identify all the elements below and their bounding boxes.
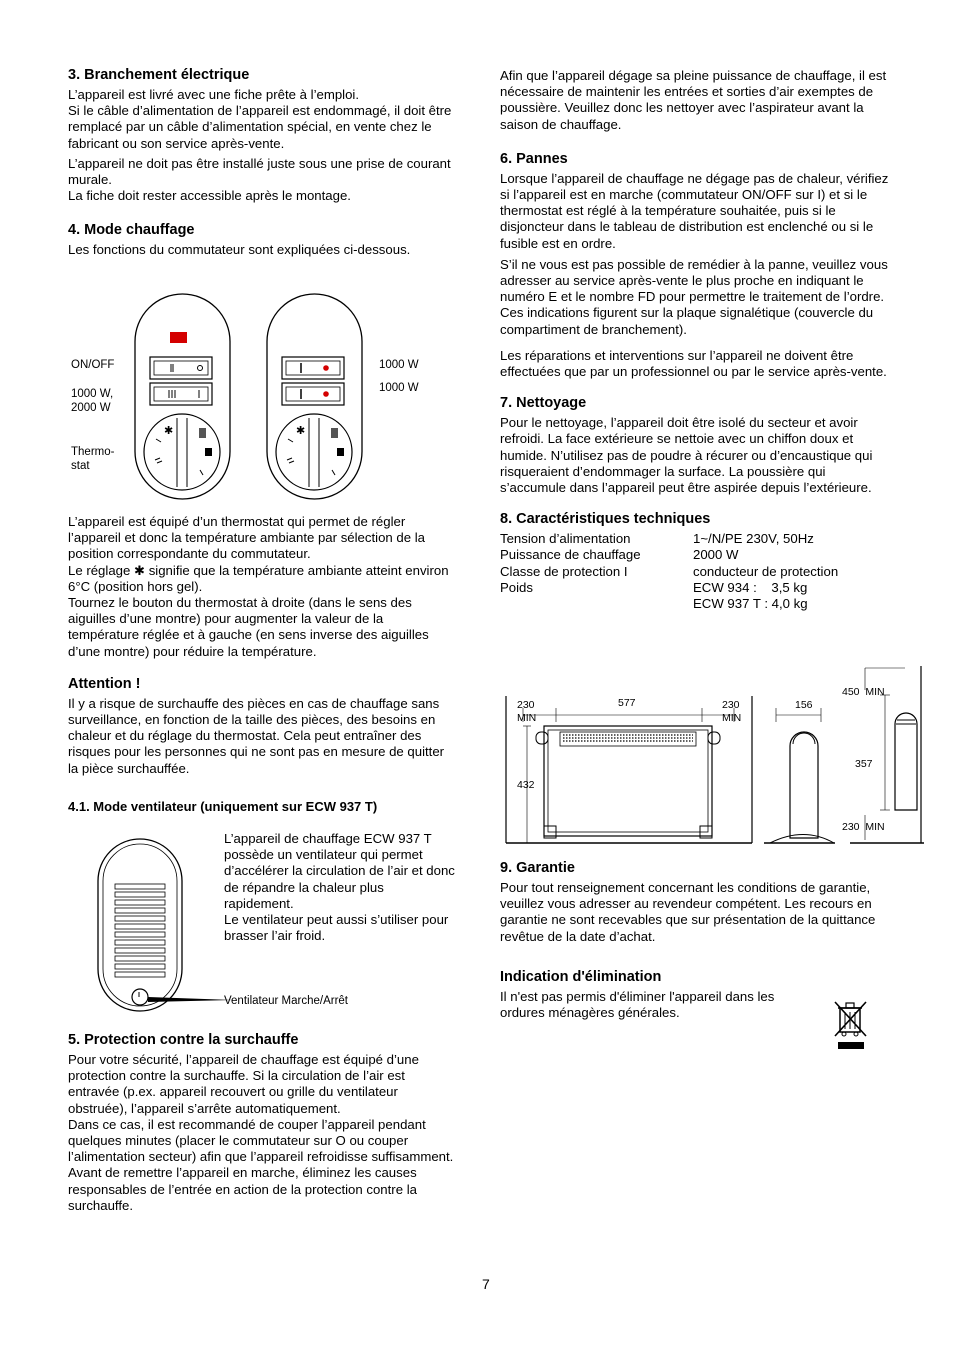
svg-text:✱: ✱ <box>164 425 174 437</box>
spec-table <box>500 531 890 612</box>
label-power-1: 1000 W, <box>71 388 114 400</box>
dim-230-min: 230 MIN <box>842 821 885 833</box>
section-4-title: 4. Mode chauffage <box>68 222 195 239</box>
section-8-title: 8. Caractéristiques techniques <box>500 511 711 528</box>
dim-156: 156 <box>795 699 813 711</box>
section-3-p4: La fiche doit rester accessible après le montage. <box>68 188 351 204</box>
fan-switch-icon <box>132 989 148 1005</box>
attention-title: Attention ! <box>68 675 141 692</box>
label-thermo-1: Thermo- <box>71 446 115 458</box>
elimination-title: Indication d'élimination <box>500 968 662 985</box>
section-41-p1: L’appareil de chauffage ECW 937 T possède un ventilateur qui permet d’accélérer la circulation de l’air et donc de répandre la chaleur plus rapidement. <box>224 831 455 911</box>
attention-text: Il y a risque de surchauffe des pièces en cas de chauffage sans surveillance, en fonction de la taille des pièces, des besoins en chaleur et du réglage du thermostat. Cela peut entraîner des risques pour les personnes qui ne sont pas en mesure de quitter la pièce surchauffée. <box>68 695 445 776</box>
left-column <box>68 67 456 259</box>
section-4-p1: L’appareil est équipé d’un thermostat qui permet de régler l’appareil et donc la température ambiante par sélection de la position correspondante du commutateur. <box>68 514 426 562</box>
fan-label: Ventilateur Marche/Arrêt <box>224 995 349 1007</box>
section-5-p1: Pour votre sécurité, l’appareil de chauffage est équipé d’une protection contre la surchauffe. Si la circulation de l’air est entravée (p.ex. appareil recouvert ou grille du ventilateur obstruée), l’appareil s’arrête automatiquement. <box>68 1052 419 1116</box>
section-5-p2: Dans ce cas, il est recommandé de couper l’appareil pendant quelques minutes (placer le commutateur sur O ou couper l’alimentation secteur) afin que l’appareil refroidisse suffisamment. Avant de remettre l’appareil en marche, éliminez les causes responsables de l’entrée en action de la protection contre la surchauffe. <box>68 1116 454 1213</box>
page-number: 7 <box>482 1276 490 1292</box>
dim-min-right: MIN <box>722 712 742 724</box>
section-7-title: 7. Nettoyage <box>500 395 587 412</box>
spec-row: Tension d’alimentation 1~/N/PE 230V, 50Hz <box>500 531 814 547</box>
label-thermo-2: stat <box>71 460 90 472</box>
section-4-intro: Les fonctions du commutateur sont expliquées ci-dessous. <box>68 242 411 258</box>
dim-min-left: MIN <box>517 712 537 724</box>
dim-577: 577 <box>618 697 636 709</box>
dim-357: 357 <box>855 758 873 770</box>
section-7-text: Pour le nettoyage, l’appareil doit être isolé du secteur et avoir refroidi. La face extérieure se nettoie avec un chiffon doux et humide. N’utilisez pas de poudre à récurer ou d’encaustique qui risqueraient d’endommager la surface. La poussière qui s’accumule dans l’appareil peut être aspirée depuis l’extérieure. <box>500 415 873 496</box>
svg-text:✱: ✱ <box>296 425 306 437</box>
section-3-p3: L’appareil ne doit pas être installé juste sous une prise de courant murale. <box>68 155 451 188</box>
left-column-2 <box>68 514 456 818</box>
label-right-2: 1000 W <box>379 382 419 394</box>
dim-432: 432 <box>517 779 535 791</box>
label-right-1: 1000 W <box>379 359 419 371</box>
section-41-p2: Le ventilateur peut aussi s’utiliser pour brasser l’air froid. <box>224 912 449 944</box>
section-41-text <box>224 831 456 944</box>
section-3-p2: Si le câble d’alimentation de l’appareil est endommagé, il doit être remplacé par un câble d’alimentation spécial, en vente chez le fabricant ou son service après-vente. <box>68 103 452 151</box>
section-9-text: Pour tout renseignement concernant les conditions de garantie, veuillez vous adresser au revendeur compétent. Les recours en garantie ne sont recevables que sur présentation de la quittance revêtue de la date d’achat. <box>500 880 876 944</box>
section-5 <box>68 1032 456 1214</box>
section-3-p1: L’appareil est livré avec une fiche prête à l’emploi. <box>68 87 360 102</box>
crossed-out-bin-icon <box>830 998 870 1052</box>
label-onoff: ON/OFF <box>71 359 115 371</box>
spec-row: Puissance de chauffage 2000 W <box>500 547 739 563</box>
section-6-title: 6. Pannes <box>500 150 568 167</box>
elimination-text: Il n'est pas permis d'éliminer l'appareil dans les ordures ménagères générales. <box>500 988 775 1021</box>
indicator-light <box>170 332 187 343</box>
section-4-p3: Tournez le bouton du thermostat à droite (dans le sens des aiguilles d’une montre) pour augmenter la valeur de la température réglée et à gauche (en sens inverse des aiguilles d’une montre) pour réduire la température. <box>68 595 429 659</box>
section-4-p2: Le réglage ✱ signifie que la température ambiante atteint environ 6°C (position hors gel). <box>68 562 449 594</box>
section-5-title: 5. Protection contre la surchauffe <box>68 1032 299 1048</box>
dim-230-right: 230 <box>722 699 740 711</box>
section-6-p3: Les réparations et interventions sur l’appareil ne doivent être effectuées que par un professionnel ou par le service après-vente. <box>500 347 887 380</box>
right-column <box>500 68 890 612</box>
spec-row: Classe de protection I conducteur de protection <box>500 563 839 579</box>
section-6-p1: Lorsque l’appareil de chauffage ne dégage pas de chaleur, vérifiez si l’appareil est en marche (commutateur ON/OFF sur I) et si le thermostat est réglé à la température souhaitée, puis si le disjoncteur dans le tableau de distribution est enclenché ou si le fusible est en ordre. <box>500 170 889 251</box>
spec-row: Poids ECW 934 : 3,5 kg <box>500 579 808 595</box>
control-panel-diagram <box>60 290 440 505</box>
section-9-title: 9. Garantie <box>500 860 575 876</box>
right-intro: Afin que l’appareil dégage sa pleine puissance de chauffage, il est nécessaire de maintenir les entrées et sorties d’air exemptes de poussière. Veuillez donc les nettoyer avec l’aspirateur avant la saison de chauffage. <box>500 68 887 132</box>
fan-heater-diagram <box>95 836 235 1016</box>
dim-450-min: 450 MIN <box>842 686 885 698</box>
section-41-title: 4.1. Mode ventilateur (uniquement sur ECW 937 T) <box>68 798 378 814</box>
spec-row: ECW 937 T : 4,0 kg <box>693 596 808 612</box>
section-3-title: 3. Branchement électrique <box>68 67 250 83</box>
dim-230-left: 230 <box>517 699 535 711</box>
section-6-p2: S’il ne vous est pas possible de remédier à la panne, veuillez vous adresser au service après-vente le plus proche en indiquant le numéro E et le nombre FD pour permettre le traitement de l’ordre. Ces indications figurent sur la plaque signalétique (couvercle du compartiment de branchement). <box>500 256 888 337</box>
label-power-2: 2000 W <box>71 402 111 414</box>
